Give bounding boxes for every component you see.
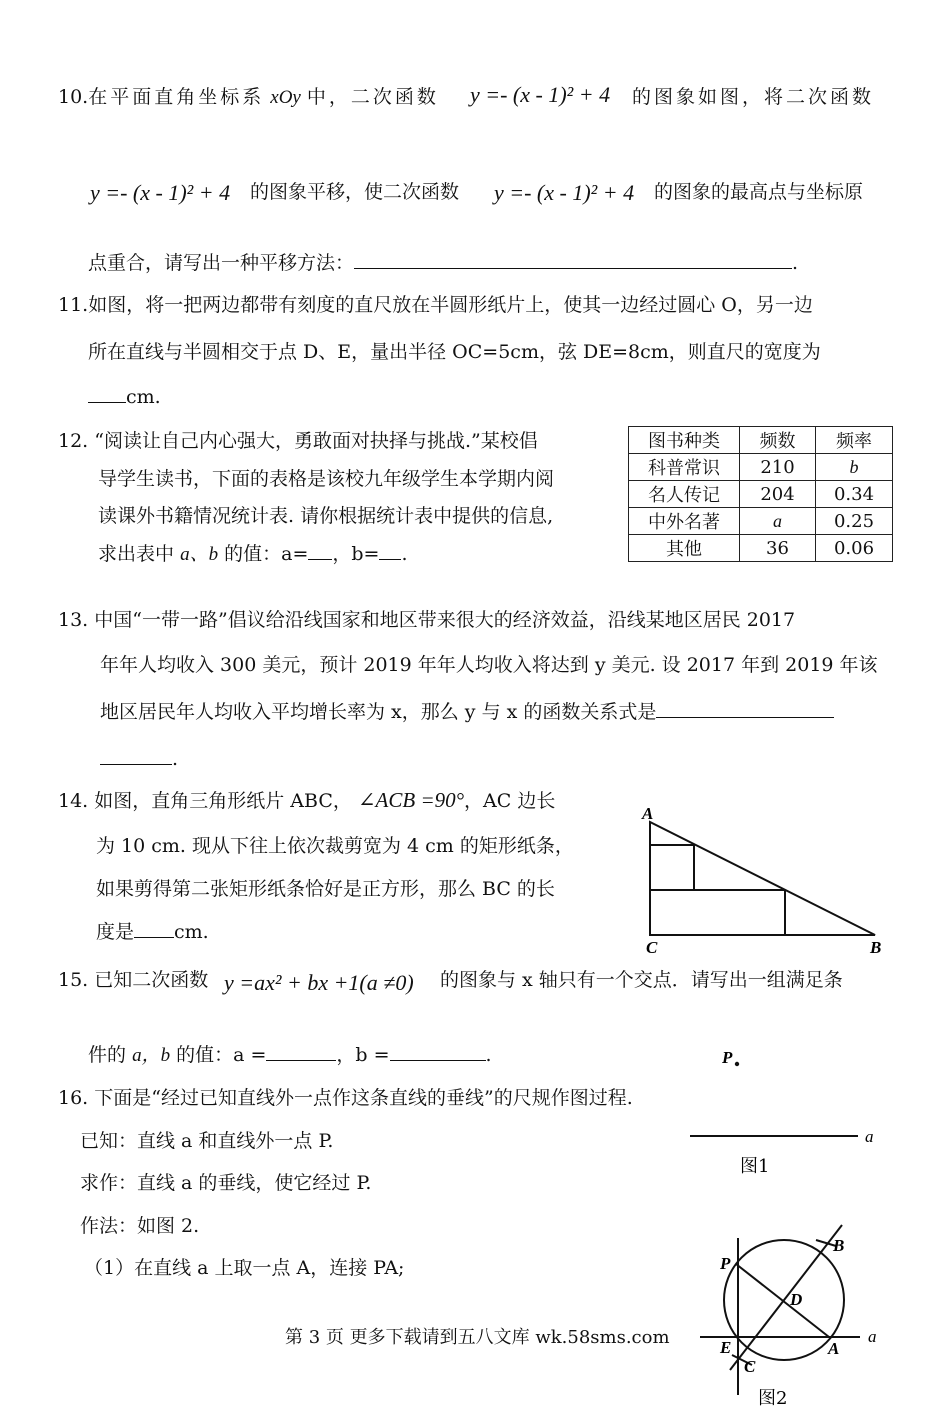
label-e: E — [720, 1338, 732, 1357]
q10-line1-end: 的图象如图，将二次函数 — [632, 86, 875, 108]
q13-line3: 地区居民年人均收入平均增长率为 x，那么 y 与 x 的函数关系式是 — [100, 697, 834, 724]
table-header: 频率 — [816, 427, 893, 454]
q10-formula-2: y =- (x - 1)² + 4 — [90, 180, 231, 205]
table-cell: 0.25 — [816, 508, 893, 535]
q15-line1-b: 的图象与 x 轴只有一个交点．请写出一组满足条 — [440, 969, 843, 991]
label-a: A — [828, 1339, 840, 1358]
table-cell: 中外名著 — [629, 508, 740, 535]
q14-line3: 如果剪得第二张矩形纸条恰好是正方形，那么 BC 的长 — [96, 878, 555, 900]
table-cell: 36 — [740, 535, 816, 562]
q15-number: 15. — [58, 969, 89, 991]
q12-line4: 求出表中 a、b 的值：a= ，b= . — [98, 543, 408, 565]
q12-line2: 导学生读书，下面的表格是该校九年级学生本学期内阅 — [98, 468, 555, 490]
q10-formula-3: y =- (x - 1)² + 4 — [494, 180, 635, 205]
table-header: 图书种类 — [629, 427, 740, 454]
q10-line1: 10.在平面直角坐标系 xOy 中，二次函数 — [58, 86, 439, 108]
q11-line3: cm. — [88, 384, 161, 408]
q10-formula-1: y =- (x - 1)² + 4 — [470, 82, 611, 107]
q15-a-blank[interactable] — [266, 1042, 336, 1061]
q12-line1: 12. “阅读让自己内心强大，勇敢面对抉择与挑战.”某校倡 — [58, 430, 538, 452]
table-cell: 科普常识 — [629, 454, 740, 481]
label-b: B — [870, 938, 882, 957]
q12-b-blank[interactable] — [379, 541, 401, 560]
label-d: D — [790, 1290, 803, 1309]
q14-triangle-figure — [630, 800, 890, 960]
triangle-abc — [650, 822, 875, 935]
q10-line3: 点重合，请写出一种平移方法： . — [88, 252, 799, 274]
table-cell: 其他 — [629, 535, 740, 562]
q12-line3: 读课外书籍情况统计表. 请你根据统计表中提供的信息, — [98, 505, 554, 527]
label-p: P — [722, 1048, 733, 1067]
q16-figure-2 — [700, 1220, 890, 1410]
q10-number: 10. — [58, 86, 89, 108]
q13-answer-blank-1[interactable] — [656, 699, 834, 718]
figure-1-caption: 图1 — [740, 1156, 770, 1177]
label-line-a: a — [865, 1127, 874, 1146]
table-cell: 0.34 — [816, 481, 893, 508]
table-cell: 204 — [740, 481, 816, 508]
q14-line1: 14. 如图，直角三角形纸片 ABC， ∠ACB =90°，AC 边长 — [58, 788, 556, 812]
q16-known: 已知：直线 a 和直线外一点 P. — [80, 1130, 334, 1152]
q10-line2-a: 的图象平移，使二次函数 — [250, 181, 460, 203]
q16-number: 16. — [58, 1087, 89, 1109]
table-cell: b — [816, 454, 893, 481]
q13-line1: 13. 中国“一带一路”倡议给沿线国家和地区带来很大的经济效益，沿线某地区居民 2017 — [58, 609, 796, 631]
q16-step1: （1）在直线 a 上取一点 A，连接 PA; — [84, 1257, 405, 1279]
page-footer: 第 3 页 更多下载请到五八文库 wk.58sms.com — [285, 1327, 670, 1348]
diameter-bc — [730, 1225, 845, 1370]
q12-frequency-table — [628, 426, 893, 562]
q12-a-blank[interactable] — [308, 541, 332, 560]
q10-line2-b: 的图象的最高点与坐标原 — [654, 181, 864, 203]
q15-line1-a: 15. 已知二次函数 — [58, 969, 209, 991]
q16-figure-1 — [680, 1040, 880, 1180]
q14-answer-blank[interactable] — [134, 919, 174, 938]
q13-line2: 年年人均收入 300 美元，预计 2019 年年人均收入将达到 y 美元. 设 2017 年到 2019 年该 — [100, 654, 878, 676]
q14-line2: 为 10 cm. 现从下往上依次裁剪宽为 4 cm 的矩形纸条， — [96, 835, 574, 857]
q16-seek: 求作：直线 a 的垂线，使它经过 P. — [80, 1172, 372, 1194]
table-cell: a — [740, 508, 816, 535]
table-row — [629, 454, 893, 481]
q13-line4: . — [100, 746, 178, 770]
label-c: C — [744, 1357, 756, 1376]
label-b: B — [833, 1236, 845, 1255]
q14-number: 14. — [58, 790, 89, 812]
label-c: C — [646, 938, 658, 957]
q16-method: 作法：如图 2. — [80, 1215, 200, 1237]
label-line-a: a — [868, 1327, 877, 1346]
label-p: P — [720, 1254, 731, 1273]
q13-answer-blank-2[interactable] — [100, 746, 172, 765]
table-header: 频数 — [740, 427, 816, 454]
table-cell: 210 — [740, 454, 816, 481]
q11-line1: 11.如图，将一把两边都带有刻度的直尺放在半圆形纸片上，使其一边经过圆心 O，另一边 — [58, 294, 813, 316]
q11-number: 11. — [58, 294, 89, 316]
table-cell: 0.06 — [816, 535, 893, 562]
table-row — [629, 508, 893, 535]
table-header-row — [629, 427, 893, 454]
q13-number: 13. — [58, 609, 89, 631]
table-row — [629, 481, 893, 508]
table-row — [629, 535, 893, 562]
table-cell: 名人传记 — [629, 481, 740, 508]
point-p — [735, 1062, 739, 1066]
q10-answer-blank[interactable] — [354, 250, 792, 269]
q15-line2: 件的 a，b 的值：a = ，b = . — [88, 1044, 492, 1066]
q15-b-blank[interactable] — [390, 1042, 486, 1061]
q16-line1: 16. 下面是“经过已知直线外一点作这条直线的垂线”的尺规作图过程. — [58, 1087, 633, 1109]
q12-number: 12. — [58, 430, 89, 452]
figure-2-caption: 图2 — [758, 1388, 788, 1409]
q11-line2: 所在直线与半圆相交于点 D、E，量出半径 OC=5cm，弦 DE=8cm，则直尺的宽度为 — [88, 341, 821, 363]
label-a: A — [642, 804, 654, 823]
q15-formula: y =ax² + bx +1(a ≠0) — [224, 970, 414, 995]
q14-line4: 度是 cm. — [96, 921, 209, 943]
q11-answer-blank[interactable] — [88, 384, 126, 403]
